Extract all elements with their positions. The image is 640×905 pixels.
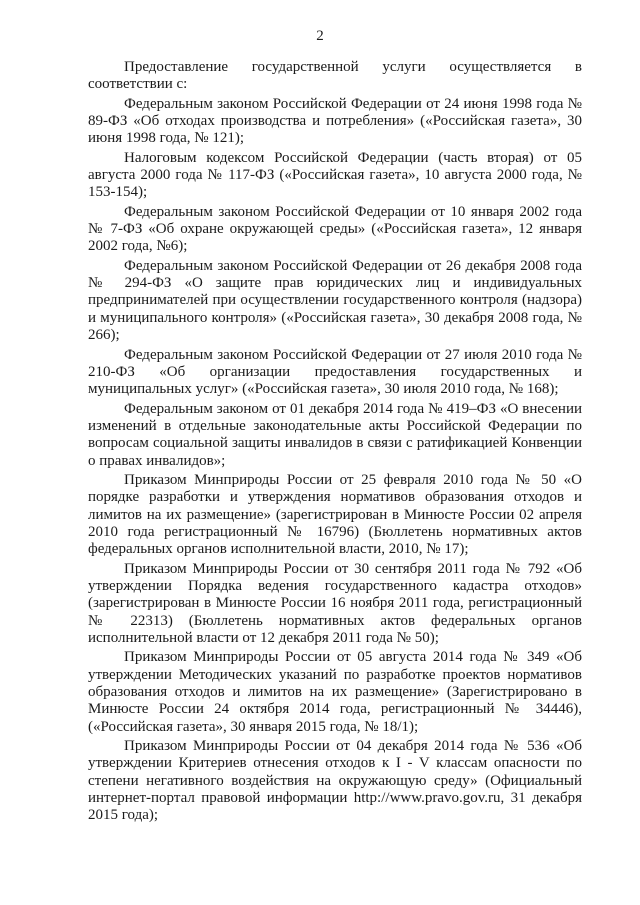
paragraph-order-50: Приказом Минприроды России от 25 февраля 2010 года № 50 «О порядке разработки и утверждения нормативов образования отходов и лимитов на их размещение» (зарегистрирован в Минюсте России 02 апреля 2010 года регистрационный № 16796) (Бюллетень нормативных актов федеральных органов исполнительной власти, 2010, № 17); [88, 471, 582, 558]
document-body [88, 59, 582, 827]
paragraph-intro: Предоставление государственной услуги осуществляется в соответствии с: [88, 59, 582, 93]
paragraph-law-89-fz: Федеральным законом Российской Федерации от 24 июня 1998 года № 89-ФЗ «Об отходах производства и потребления» («Российская газета», 30 июня 1998 года, № 121); [88, 95, 582, 147]
paragraph-law-419-fz: Федеральным законом от 01 декабря 2014 года № 419–ФЗ «О внесении изменений в отдельные законодательные акты Российской Федерации по вопросам социальной защиты инвалидов в связи с ратификацией Конвенции о правах инвалидов»; [88, 400, 582, 469]
paragraph-tax-code: Налоговым кодексом Российской Федерации (часть вторая) от 05 августа 2000 года № 117-ФЗ («Российская газета», 10 августа 2000 года, № 153-154); [88, 149, 582, 201]
paragraph-order-792: Приказом Минприроды России от 30 сентября 2011 года № 792 «Об утверждении Порядка ведения государственного кадастра отходов» (зарегистрирован в Минюсте России 16 ноября 2011 года, регистрационный № 22313) (Бюллетень нормативных актов федеральных органов исполнительной власти от 12 декабря 2011 года № 50); [88, 560, 582, 646]
paragraph-order-536: Приказом Минприроды России от 04 декабря 2014 года № 536 «Об утверждении Критериев отнесения отходов к I - V классам опасности по степени негативного воздействия на окружающую среду» (Официальный интернет-портал правовой информации http://www.pravo.gov.ru, 31 декабря 2015 года); [88, 738, 582, 824]
page-number: 2 [316, 28, 324, 44]
paragraph-order-349: Приказом Минприроды России от 05 августа 2014 года № 349 «Об утверждении Методических указаний по разработке проектов нормативов образования отходов и лимитов на их размещение» (Зарегистрировано в Минюсте России 24 октября 2014 года, регистрационный № 34446), («Российская газета», 30 января 2015 года, № 18/1); [88, 649, 582, 735]
paragraph-law-294-fz: Федеральным законом Российской Федерации от 26 декабря 2008 года № 294-ФЗ «О защите прав юридических лиц и индивидуальных предпринимателей при осуществлении государственного контроля (надзора) и муниципального контроля» («Российская газета», 30 декабря 2008 года, № 266); [88, 257, 582, 344]
paragraph-law-7-fz: Федеральным законом Российской Федерации от 10 января 2002 года № 7-ФЗ «Об охране окружающей среды» («Российская газета», 12 января 2002 года, №6); [88, 203, 582, 255]
paragraph-law-210-fz: Федеральным законом Российской Федерации от 27 июля 2010 года № 210-ФЗ «Об организации предоставления государственных и муниципальных услуг» («Российская газета», 30 июля 2010 года, № 168); [88, 346, 582, 398]
